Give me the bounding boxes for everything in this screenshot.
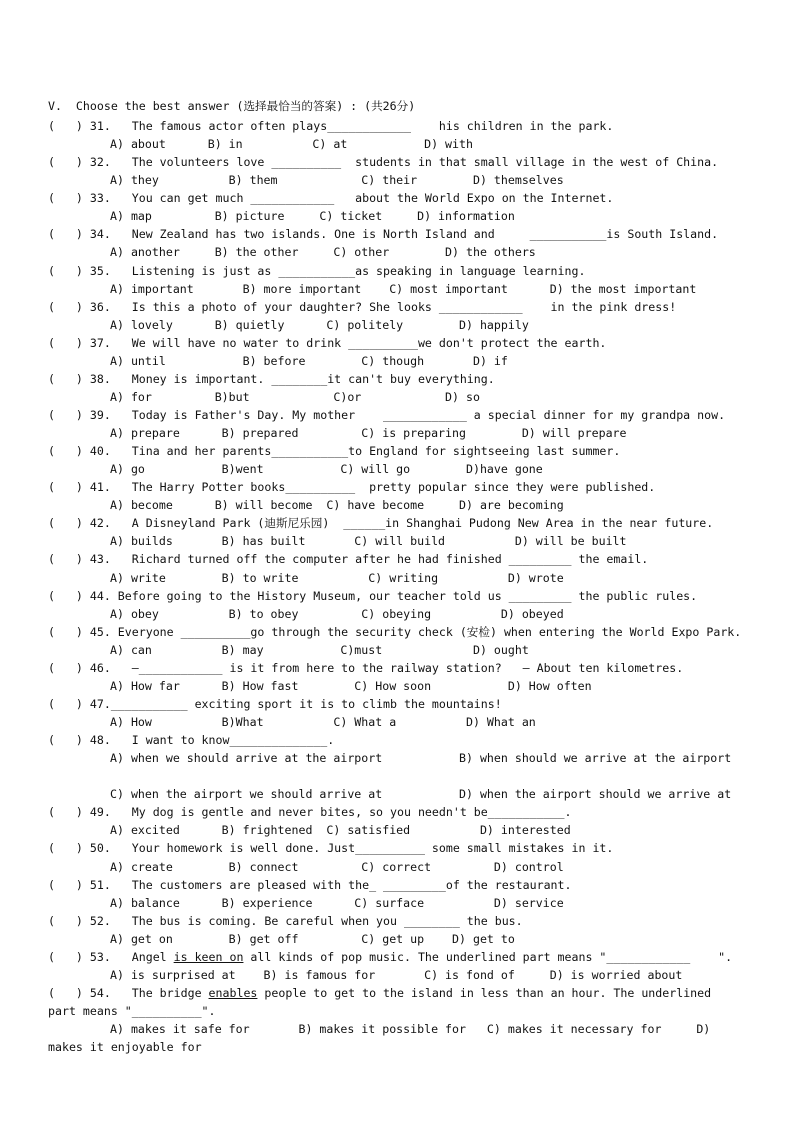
- question-line: ( ) 50. Your homework is well done. Just__________ some small mistakes in it.: [48, 841, 614, 856]
- question-line: ( ) 42. A Disneyland Park (迪斯尼乐园) ______in Shanghai Pudong New Area in the near future.: [48, 516, 714, 531]
- question-text: ( ) 53. Angel: [48, 949, 174, 964]
- answer-options: A) for B)but C)or D) so: [110, 389, 480, 404]
- question-line: ( ) 43. Richard turned off the computer after he had finished _________ the email.: [48, 552, 649, 567]
- answer-options: A) when we should arrive at the airport B) when should we arrive at the airport: [110, 751, 732, 766]
- question-line: ( ) 41. The Harry Potter books__________ pretty popular since they were published.: [48, 480, 656, 495]
- question-line: ( ) 48. I want to know______________.: [48, 733, 335, 747]
- question-line: ( ) 35. Listening is just as ___________as speaking in language learning.: [48, 263, 586, 278]
- question-line: ( ) 40. Tina and her parents___________to England for sightseeing last summer.: [48, 444, 621, 459]
- question-line: ( ) 46. —____________ is it from here to the railway station? — About ten kilometres.: [48, 660, 684, 675]
- answer-options: A) write B) to write C) writing D) wrote: [110, 570, 564, 585]
- text-line: makes it enjoyable for: [48, 1040, 202, 1055]
- question-line: [48, 949, 732, 965]
- text-line: part means "__________".: [48, 1003, 216, 1018]
- question-text: ( ) 54. The bridge: [48, 985, 209, 1000]
- answer-options: A) lovely B) quietly C) politely D) happily: [110, 317, 529, 332]
- answer-options: A) important B) more important C) most important D) the most important: [110, 281, 697, 296]
- answer-options: A) prepare B) prepared C) is preparing D) will prepare: [110, 426, 627, 440]
- question-line: [48, 985, 711, 1001]
- answer-options: A) can B) may C)must D) ought: [110, 642, 529, 657]
- question-line: ( ) 39. Today is Father's Day. My mother ____________ a special dinner for my grandpa now.: [48, 408, 726, 422]
- answer-options: A) obey B) to obey C) obeying D) obeyed: [110, 606, 564, 621]
- answer-options: A) until B) before C) though D) if: [110, 353, 508, 368]
- question-text: people to get to the island in less than an hour. The underlined: [257, 985, 712, 1000]
- underlined-phrase: enables: [208, 985, 258, 1000]
- answer-options: A) another B) the other C) other D) the others: [110, 245, 536, 260]
- answer-options: A) get on B) get off C) get up D) get to: [110, 931, 515, 946]
- question-line: ( ) 47.___________ exciting sport it is to climb the mountains!: [48, 696, 502, 711]
- question-line: ( ) 36. Is this a photo of your daughter? She looks ____________ in the pink dress!: [48, 299, 677, 314]
- question-text: all kinds of pop music. The underlined part means "____________ ".: [243, 949, 733, 964]
- question-line: ( ) 34. New Zealand has two islands. One is North Island and ___________is South Island.: [48, 227, 719, 242]
- answer-options: A) How far B) How fast C) How soon D) How often: [110, 678, 592, 693]
- question-line: ( ) 33. You can get much ____________ about the World Expo on the Internet.: [48, 191, 614, 206]
- question-line: ( ) 32. The volunteers love __________ students in that small village in the west of China.: [48, 155, 719, 170]
- answer-options: A) about B) in C) at D) with: [110, 137, 473, 152]
- underlined-phrase: is keen on: [173, 949, 244, 964]
- answer-options: A) makes it safe for B) makes it possible for C) makes it necessary for D): [110, 1022, 711, 1036]
- question-line: ( ) 38. Money is important. ________it can't buy everything.: [48, 371, 495, 386]
- question-line: ( ) 49. My dog is gentle and never bites, so you needn't be___________.: [48, 805, 572, 820]
- question-line: ( ) 37. We will have no water to drink __________we don't protect the earth.: [48, 335, 607, 350]
- answer-options: A) is surprised at B) is famous for C) is fond of D) is worried about: [110, 967, 683, 982]
- answer-options: A) become B) will become C) have become D) are becoming: [110, 498, 564, 513]
- question-line: ( ) 51. The customers are pleased with the_ _________of the restaurant.: [48, 877, 572, 892]
- answer-options: A) builds B) has built C) will build D) will be built: [110, 534, 627, 549]
- answer-options: A) How B)What C) What a D) What an: [110, 715, 536, 729]
- answer-options: A) go B)went C) will go D)have gone: [110, 462, 543, 477]
- answer-options: A) balance B) experience C) surface D) service: [110, 895, 564, 910]
- answer-options: A) map B) picture C) ticket D) information: [110, 209, 515, 224]
- answer-options: A) excited B) frightened C) satisfied D) interested: [110, 823, 571, 838]
- section-title: V. Choose the best answer (选择最恰当的答案) : (共26分): [48, 99, 416, 113]
- question-line: ( ) 45. Everyone __________go through the security check (安检) when entering the World Expo Park.: [48, 624, 742, 639]
- answer-options: C) when the airport we should arrive at D) when the airport should we arrive at: [110, 787, 732, 802]
- answer-options: A) create B) connect C) correct D) control: [110, 859, 564, 874]
- answer-options: A) they B) them C) their D) themselves: [110, 173, 564, 188]
- question-line: ( ) 52. The bus is coming. Be careful when you ________ the bus.: [48, 913, 523, 928]
- question-line: ( ) 44. Before going to the History Museum, our teacher told us _________ the public rules.: [48, 588, 698, 603]
- question-line: ( ) 31. The famous actor often plays____________ his children in the park.: [48, 119, 614, 133]
